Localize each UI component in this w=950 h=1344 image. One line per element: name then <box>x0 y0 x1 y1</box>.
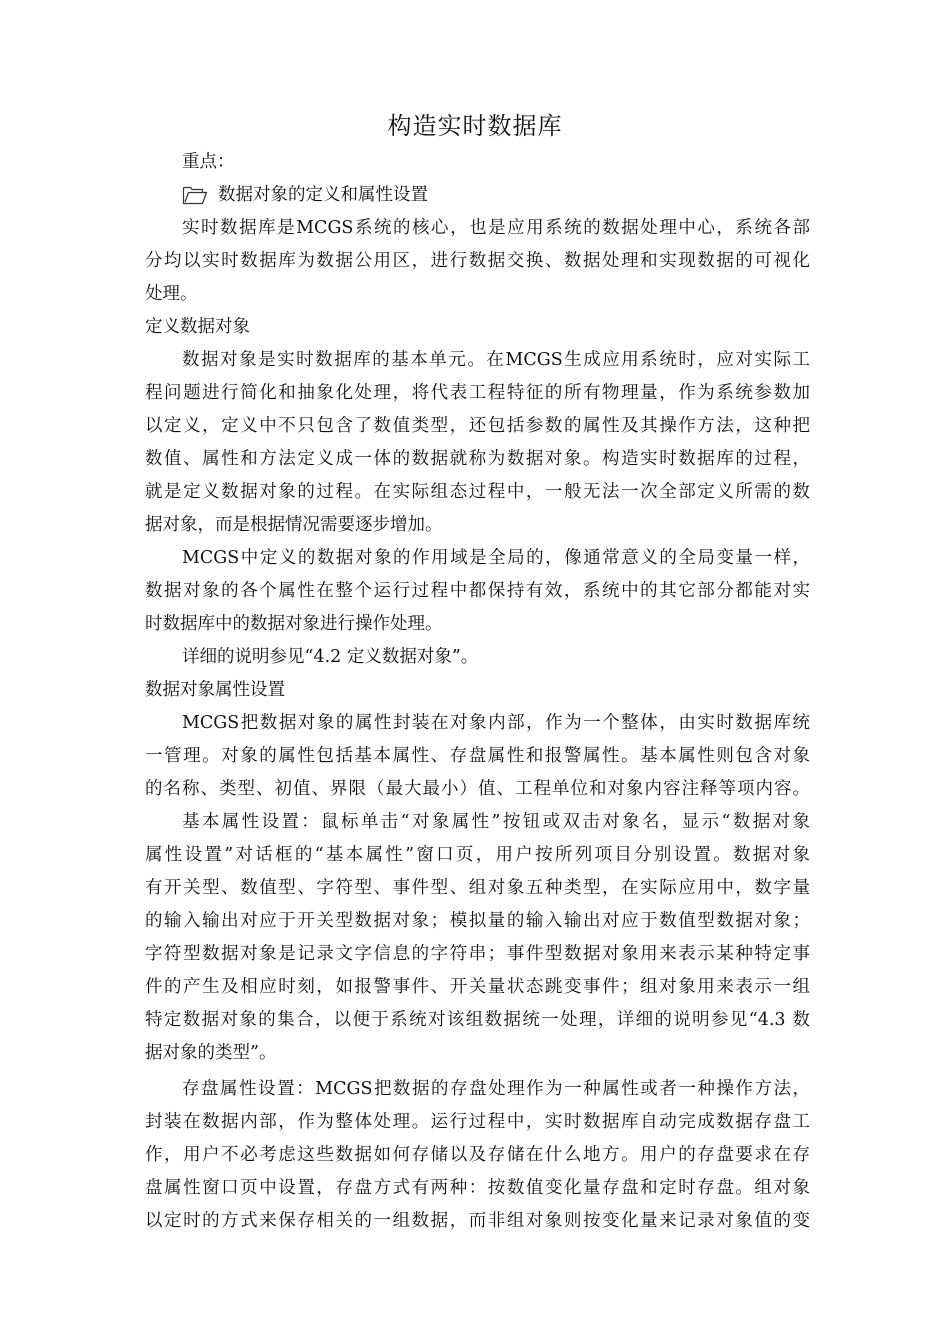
paragraph-line: 数据对象是实时数据库的基本单元。在MCGS生成应用系统时，应对实际工 <box>182 350 810 370</box>
paragraph-line: 封装在数据内部，作为整体处理。运行过程中，实时数据库自动完成数据存盘工 <box>145 1112 810 1132</box>
paragraph-line: 处理。 <box>145 284 198 304</box>
paragraph-line: 据对象的类型”。 <box>145 1043 277 1063</box>
paragraph-line: 基本属性设置：鼠标单击“对象属性”按钮或双击对象名，显示“数据对象 <box>182 812 810 832</box>
paragraph-line: 存盘属性设置：MCGS把数据的存盘处理作为一种属性或者一种操作方法， <box>182 1079 810 1099</box>
paragraph-line: 属性设置”对话框的“基本属性”窗口页，用户按所列项目分别设置。数据对象 <box>145 845 810 865</box>
paragraph-line: 字符型数据对象是记录文字信息的字符串；事件型数据对象用来表示某种特定事 <box>145 944 810 964</box>
paragraph-line: 盘属性窗口页中设置，存盘方式有两种：按数值变化量存盘和定时存盘。组对象 <box>145 1178 810 1198</box>
paragraph-line: 程问题进行简化和抽象化处理，将代表工程特征的所有物理量，作为系统参数加 <box>145 383 810 403</box>
paragraph-line: 实时数据库是MCGS系统的核心，也是应用系统的数据处理中心，系统各部 <box>182 218 810 238</box>
key-points-label: 重点： <box>182 152 235 172</box>
folder-icon <box>182 183 208 205</box>
paragraph-line: 时数据库中的数据对象进行操作处理。 <box>145 614 443 634</box>
paragraph-line: 作，用户不必考虑这些数据如何存储以及存储在什么地方。用户的存盘要求在存 <box>145 1145 810 1165</box>
section-heading: 数据对象属性设置 <box>145 680 285 700</box>
paragraph-line: 特定数据对象的集合，以便于系统对该组数据统一处理，详细的说明参见“4.3 数 <box>145 1010 810 1030</box>
paragraph-line: 的名称、类型、初值、界限（最大最小）值、工程单位和对象内容注释等项内容。 <box>145 779 810 799</box>
paragraph-line: MCGS中定义的数据对象的作用域是全局的，像通常意义的全局变量一样， <box>182 548 810 568</box>
paragraph-line: 件的产生及相应时刻，如报警事件、开关量状态跳变事件；组对象用来表示一组 <box>145 977 810 997</box>
paragraph-line: 的输入输出对应于开关型数据对象；模拟量的输入输出对应于数值型数据对象； <box>145 911 810 931</box>
paragraph-line: 以定义，定义中不只包含了数值类型，还包括参数的属性及其操作方法，这种把 <box>145 416 810 436</box>
paragraph-line: 数据对象的各个属性在整个运行过程中都保持有效，系统中的其它部分都能对实 <box>145 581 810 601</box>
paragraph-line: 据对象，而是根据情况需要逐步增加。 <box>145 515 443 535</box>
section-heading: 定义数据对象 <box>145 317 250 337</box>
paragraph-line: 一管理。对象的属性包括基本属性、存盘属性和报警属性。基本属性则包含对象 <box>145 746 810 766</box>
paragraph-line: 就是定义数据对象的过程。在实际组态过程中，一般无法一次全部定义所需的数 <box>145 482 810 502</box>
paragraph-line: 分均以实时数据库为数据公用区，进行数据交换、数据处理和实现数据的可视化 <box>145 251 810 271</box>
paragraph-line: 有开关型、数值型、字符型、事件型、组对象五种类型，在实际应用中，数字量 <box>145 878 810 898</box>
paragraph-line: 详细的说明参见“4.2 定义数据对象”。 <box>182 647 479 667</box>
bullet-item-text: 数据对象的定义和属性设置 <box>218 185 428 205</box>
paragraph-line: 数值、属性和方法定义成一体的数据就称为数据对象。构造实时数据库的过程， <box>145 449 810 469</box>
paragraph-line: 以定时的方式来保存相关的一组数据，而非组对象则按变化量来记录对象值的变 <box>145 1211 810 1231</box>
paragraph-line: MCGS把数据对象的属性封装在对象内部，作为一个整体，由实时数据库统 <box>182 713 810 733</box>
page-title: 构造实时数据库 <box>387 112 563 140</box>
